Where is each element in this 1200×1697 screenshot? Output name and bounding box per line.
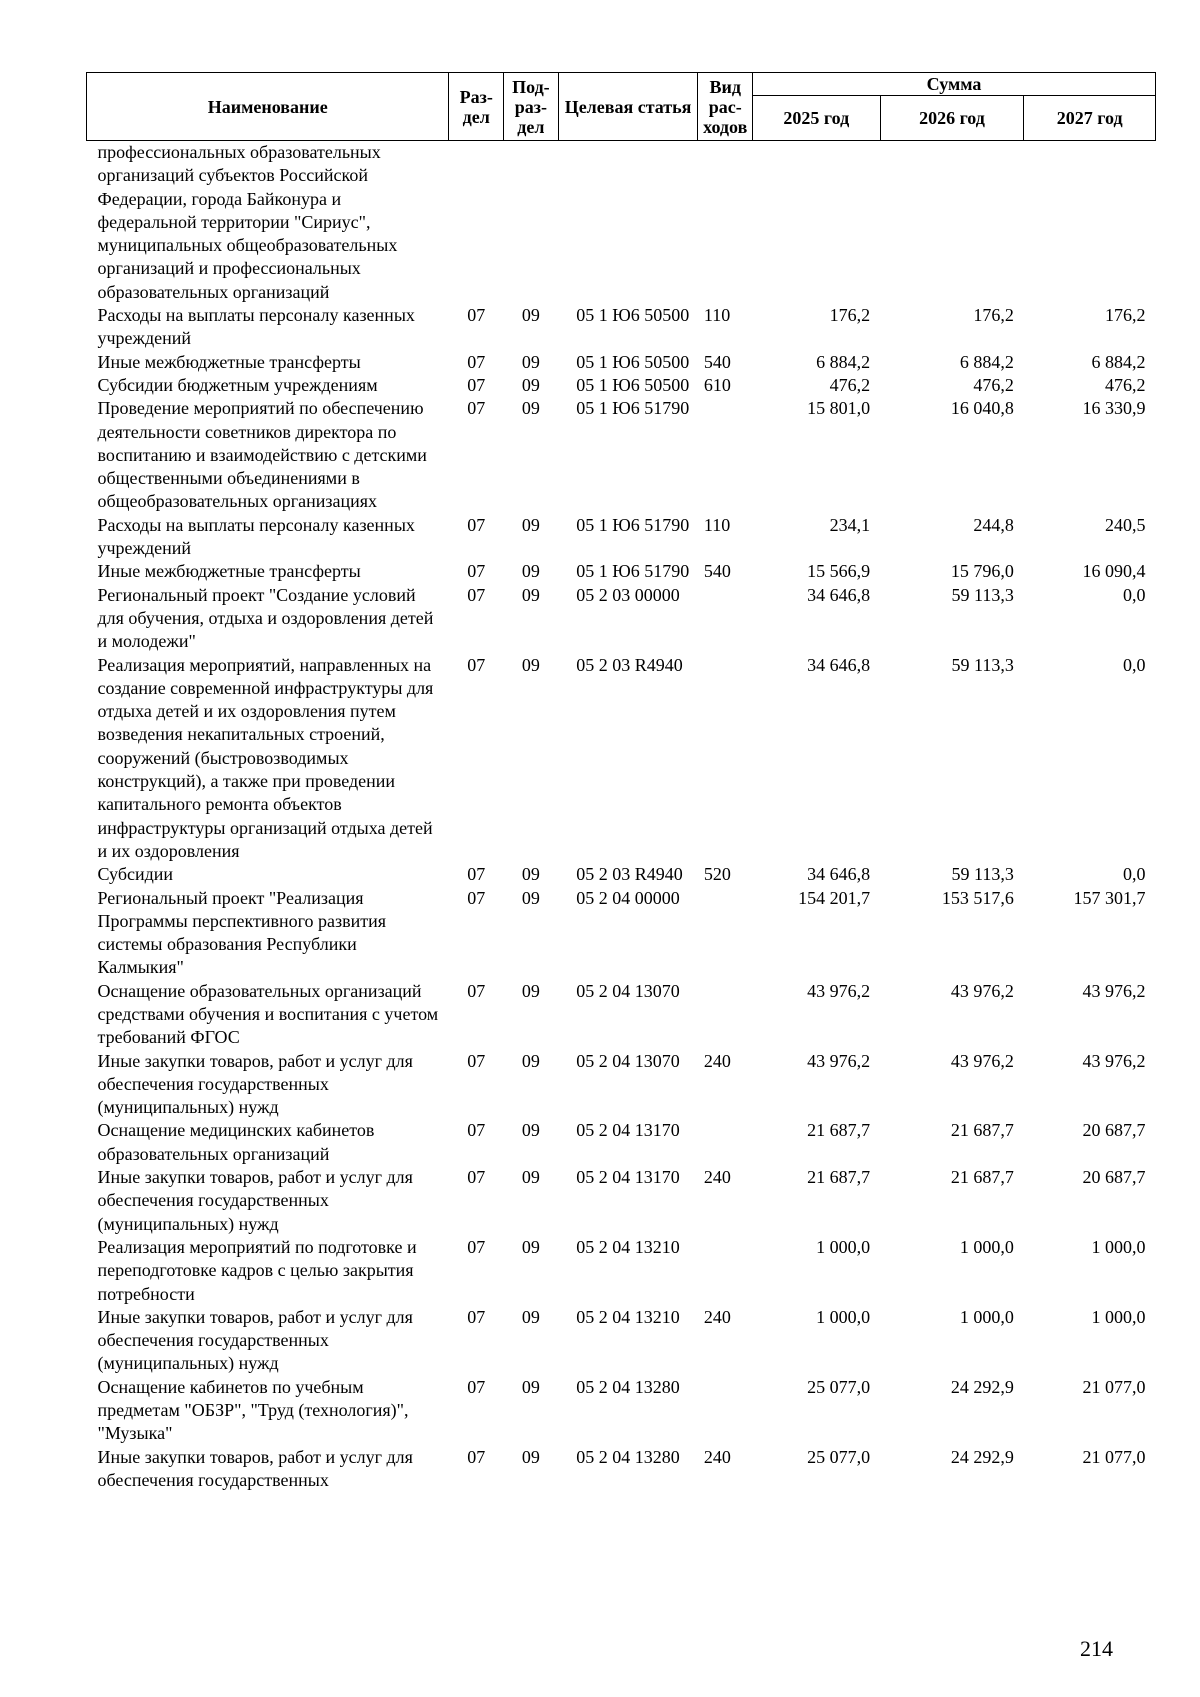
row-razdel: 07: [467, 584, 486, 605]
row-vid: 610: [703, 374, 731, 395]
row-sum-2026: 43 976,2: [950, 980, 1014, 1001]
row-name: Расходы на выплаты персоналу казенных учреждений: [97, 305, 415, 349]
table-row: [87, 863, 1156, 886]
row-vid: 520: [703, 864, 731, 885]
table-header: [87, 73, 1156, 141]
row-name: Иные закупки товаров, работ и услуг для обеспечения государственных: [97, 1446, 413, 1490]
row-sum-2027: 21 077,0: [1082, 1446, 1146, 1467]
row-name: Расходы на выплаты персоналу казенных учреждений: [97, 514, 415, 559]
row-sum-2027: 20 687,7: [1082, 1167, 1146, 1188]
row-name: профессиональных образовательных организаций субъектов Российской Федерации, города Байконура и федеральной территории "Сириус", муниципальных общеобразовательных организаций и профессиональных образовательных организаций: [97, 142, 398, 302]
row-sum-2027: 176,2: [1105, 305, 1146, 326]
header-year-2026: 2026 год: [880, 96, 1024, 141]
row-sum-2026: 15 796,0: [950, 561, 1014, 582]
row-sum-2026: 24 292,9: [950, 1376, 1014, 1397]
row-razdel: 07: [467, 980, 486, 1001]
row-sum-2027: 0,0: [1123, 864, 1146, 885]
row-sum-2025: 43 976,2: [807, 1050, 871, 1071]
row-sum-2027: 0,0: [1123, 584, 1146, 605]
row-sum-2025: 176,2: [829, 305, 871, 326]
row-name: Иные закупки товаров, работ и услуг для обеспечения государственных (муниципальных) нужд: [97, 1167, 413, 1234]
row-podrazdel: 09: [521, 1376, 540, 1397]
row-podrazdel: 09: [521, 1306, 540, 1327]
row-vid: [698, 980, 753, 1050]
table-row: [87, 1166, 1156, 1236]
row-vid: [698, 141, 753, 305]
row-razdel: 07: [467, 864, 486, 885]
row-vid: 240: [703, 1050, 731, 1071]
row-podrazdel: 09: [521, 887, 540, 908]
row-target: 05 1 Ю6 51790: [576, 398, 690, 419]
row-vid: [698, 654, 753, 864]
table-row: [87, 1050, 1156, 1120]
table-row: [87, 141, 1156, 305]
row-vid: 110: [703, 514, 731, 535]
page-number: 214: [1080, 1636, 1113, 1661]
header-target: Целевая статья: [558, 73, 698, 141]
row-target: 05 2 04 00000: [576, 887, 680, 908]
budget-table: [86, 72, 1156, 1492]
row-sum-2027: [1024, 141, 1156, 305]
row-sum-2027: 1 000,0: [1091, 1306, 1146, 1327]
row-sum-2026: 476,2: [973, 374, 1014, 395]
row-name: Региональный проект "Реализация Программы перспективного развития системы образования Республики Калмыкия": [97, 887, 387, 978]
table-row: [87, 1446, 1156, 1493]
row-razdel: 07: [467, 1376, 486, 1397]
row-sum-2025: 21 687,7: [807, 1120, 871, 1141]
row-razdel: 07: [467, 1167, 486, 1188]
row-sum-2026: 21 687,7: [950, 1120, 1014, 1141]
row-razdel: [449, 141, 504, 305]
row-vid: 540: [703, 561, 731, 582]
row-razdel: 07: [467, 1306, 486, 1327]
row-podrazdel: [504, 141, 559, 305]
row-sum-2027: 157 301,7: [1073, 887, 1146, 908]
row-podrazdel: 09: [521, 654, 540, 675]
row-sum-2025: 154 201,7: [798, 887, 871, 908]
header-podrazdel: Под-раз-дел: [504, 73, 559, 141]
row-vid: 540: [703, 351, 731, 372]
row-vid: 240: [703, 1446, 731, 1467]
table-row: [87, 584, 1156, 654]
row-razdel: 07: [467, 561, 486, 582]
header-sum: Сумма: [753, 73, 1156, 96]
row-target: 05 2 04 13210: [576, 1306, 680, 1327]
row-sum-2027: 240,5: [1105, 514, 1146, 535]
row-name: Оснащение кабинетов по учебным предметам "ОБЗР", "Труд (технология)", "Музыка": [97, 1376, 409, 1444]
row-sum-2026: 24 292,9: [950, 1446, 1014, 1467]
row-target: 05 2 04 13280: [576, 1376, 680, 1397]
row-sum-2025: 25 077,0: [807, 1446, 871, 1467]
row-target: 05 1 Ю6 51790: [576, 514, 690, 535]
row-vid: 240: [703, 1306, 731, 1327]
row-target: 05 2 04 13070: [576, 980, 680, 1001]
row-razdel: 07: [467, 351, 486, 372]
row-sum-2027: 43 976,2: [1082, 980, 1146, 1001]
header-year-2027: 2027 год: [1024, 96, 1156, 141]
row-sum-2027: 1 000,0: [1091, 1236, 1146, 1257]
row-name: Субсидии: [97, 864, 174, 885]
header-name: Наименование: [87, 73, 449, 141]
table-row: [87, 397, 1156, 513]
row-sum-2025: [753, 141, 881, 305]
table-row: [87, 304, 1156, 351]
row-podrazdel: 09: [521, 1446, 540, 1467]
row-razdel: 07: [467, 1236, 486, 1257]
row-podrazdel: 09: [521, 1120, 540, 1141]
row-sum-2027: 20 687,7: [1082, 1120, 1146, 1141]
row-name: Реализация мероприятий, направленных на создание современной инфраструктуры для отдыха детей и их оздоровления путем возведения некапитальных строений, сооружений (быстровозводимых конструкций), а также при проведении капитального ремонта объектов инфраструктуры организаций отдыха детей и их оздоровления: [97, 654, 434, 861]
row-razdel: 07: [467, 1446, 486, 1467]
row-target: [558, 141, 698, 305]
row-sum-2025: 234,1: [829, 514, 871, 535]
row-razdel: 07: [467, 514, 486, 535]
row-podrazdel: 09: [521, 561, 540, 582]
row-sum-2027: 21 077,0: [1082, 1376, 1146, 1397]
row-sum-2025: 1 000,0: [816, 1236, 871, 1257]
row-sum-2026: 59 113,3: [951, 584, 1014, 605]
row-vid: [698, 1236, 753, 1306]
row-podrazdel: 09: [521, 584, 540, 605]
row-sum-2026: 43 976,2: [950, 1050, 1014, 1071]
row-razdel: 07: [467, 305, 486, 326]
row-razdel: 07: [467, 654, 486, 675]
row-sum-2027: 16 090,4: [1082, 561, 1146, 582]
row-vid: [698, 1119, 753, 1166]
row-vid: [698, 1376, 753, 1446]
row-podrazdel: 09: [521, 305, 540, 326]
row-sum-2026: 59 113,3: [951, 864, 1014, 885]
row-razdel: 07: [467, 374, 486, 395]
row-sum-2027: 43 976,2: [1082, 1050, 1146, 1071]
row-target: 05 1 Ю6 51790: [576, 561, 690, 582]
row-target: 05 1 Ю6 50500: [576, 351, 690, 372]
row-podrazdel: 09: [521, 1236, 540, 1257]
row-sum-2026: 59 113,3: [951, 654, 1014, 675]
row-podrazdel: 09: [521, 351, 540, 372]
row-target: 05 1 Ю6 50500: [576, 374, 690, 395]
table-row: [87, 1306, 1156, 1376]
table-row: [87, 980, 1156, 1050]
row-name: Региональный проект "Создание условий для обучения, отдыха и оздоровления детей и молодежи": [97, 584, 434, 652]
table-row: [87, 1236, 1156, 1306]
row-sum-2026: 176,2: [973, 305, 1014, 326]
header-year-2025: 2025 год: [753, 96, 881, 141]
row-sum-2026: 21 687,7: [950, 1167, 1014, 1188]
row-vid: 110: [703, 305, 731, 326]
row-sum-2025: 34 646,8: [807, 654, 871, 675]
row-vid: [698, 397, 753, 513]
row-name: Иные закупки товаров, работ и услуг для обеспечения государственных (муниципальных) нужд: [97, 1306, 413, 1374]
row-sum-2027: 16 330,9: [1082, 398, 1146, 419]
row-sum-2025: 21 687,7: [807, 1167, 871, 1188]
row-target: 05 2 03 R4940: [576, 654, 683, 675]
row-sum-2027: 6 884,2: [1091, 351, 1146, 372]
row-target: 05 2 04 13070: [576, 1050, 680, 1071]
row-razdel: 07: [467, 1050, 486, 1071]
row-target: 05 2 04 13170: [576, 1167, 680, 1188]
row-podrazdel: 09: [521, 514, 540, 535]
row-razdel: 07: [467, 398, 486, 419]
row-name: Субсидии бюджетным учреждениям: [97, 374, 378, 395]
row-sum-2026: 16 040,8: [950, 398, 1014, 419]
row-name: Проведение мероприятий по обеспечению деятельности советников директора по воспитанию и взаимодействию с детскими общественными объединениями в общеобразовательных организациях: [97, 398, 427, 512]
row-vid: 240: [703, 1167, 731, 1188]
row-podrazdel: 09: [521, 398, 540, 419]
row-podrazdel: 09: [521, 1050, 540, 1071]
row-target: 05 2 04 13170: [576, 1120, 680, 1141]
row-sum-2027: 476,2: [1105, 374, 1146, 395]
row-target: 05 2 04 13280: [576, 1446, 680, 1467]
row-sum-2025: 34 646,8: [807, 864, 871, 885]
row-sum-2026: 153 517,6: [941, 887, 1014, 908]
row-name: Оснащение медицинских кабинетов образовательных организаций: [97, 1120, 375, 1164]
row-target: 05 2 03 00000: [576, 584, 680, 605]
row-sum-2025: 15 566,9: [807, 561, 871, 582]
table-row: [87, 351, 1156, 374]
table-row: [87, 560, 1156, 583]
table-body: [87, 141, 1156, 1493]
table-row: [87, 374, 1156, 397]
row-name: Иные межбюджетные трансферты: [97, 351, 361, 372]
row-sum-2025: 15 801,0: [807, 398, 871, 419]
row-name: Иные закупки товаров, работ и услуг для обеспечения государственных (муниципальных) нужд: [97, 1050, 413, 1118]
row-sum-2025: 25 077,0: [807, 1376, 871, 1397]
table-row: [87, 654, 1156, 864]
row-target: 05 2 03 R4940: [576, 864, 683, 885]
row-sum-2025: 1 000,0: [816, 1306, 871, 1327]
table-row: [87, 1119, 1156, 1166]
row-podrazdel: 09: [521, 980, 540, 1001]
row-name: Оснащение образовательных организаций средствами обучения и воспитания с учетом требований ФГОС: [97, 980, 439, 1048]
row-sum-2026: 1 000,0: [959, 1306, 1014, 1327]
row-podrazdel: 09: [521, 864, 540, 885]
row-podrazdel: 09: [521, 1167, 540, 1188]
row-name: Иные межбюджетные трансферты: [97, 561, 361, 582]
row-sum-2025: 34 646,8: [807, 584, 871, 605]
table-row: [87, 514, 1156, 561]
row-name: Реализация мероприятий по подготовке и переподготовке кадров с целью закрытия потребности: [97, 1236, 417, 1304]
row-vid: [698, 584, 753, 654]
header-razdel: Раз-дел: [449, 73, 504, 141]
table-row: [87, 887, 1156, 980]
row-target: 05 1 Ю6 50500: [576, 305, 690, 326]
row-sum-2027: 0,0: [1123, 654, 1146, 675]
row-sum-2026: 244,8: [973, 514, 1014, 535]
row-sum-2025: 476,2: [829, 374, 871, 395]
row-target: 05 2 04 13210: [576, 1236, 680, 1257]
row-razdel: 07: [467, 1120, 486, 1141]
row-sum-2026: [880, 141, 1024, 305]
row-sum-2025: 43 976,2: [807, 980, 871, 1001]
table-row: [87, 1376, 1156, 1446]
row-razdel: 07: [467, 887, 486, 908]
row-podrazdel: 09: [521, 374, 540, 395]
row-vid: [698, 887, 753, 980]
header-vid: Вид рас-ходов: [698, 73, 753, 141]
row-sum-2026: 1 000,0: [959, 1236, 1014, 1257]
row-sum-2025: 6 884,2: [816, 351, 871, 372]
row-sum-2026: 6 884,2: [959, 351, 1014, 372]
